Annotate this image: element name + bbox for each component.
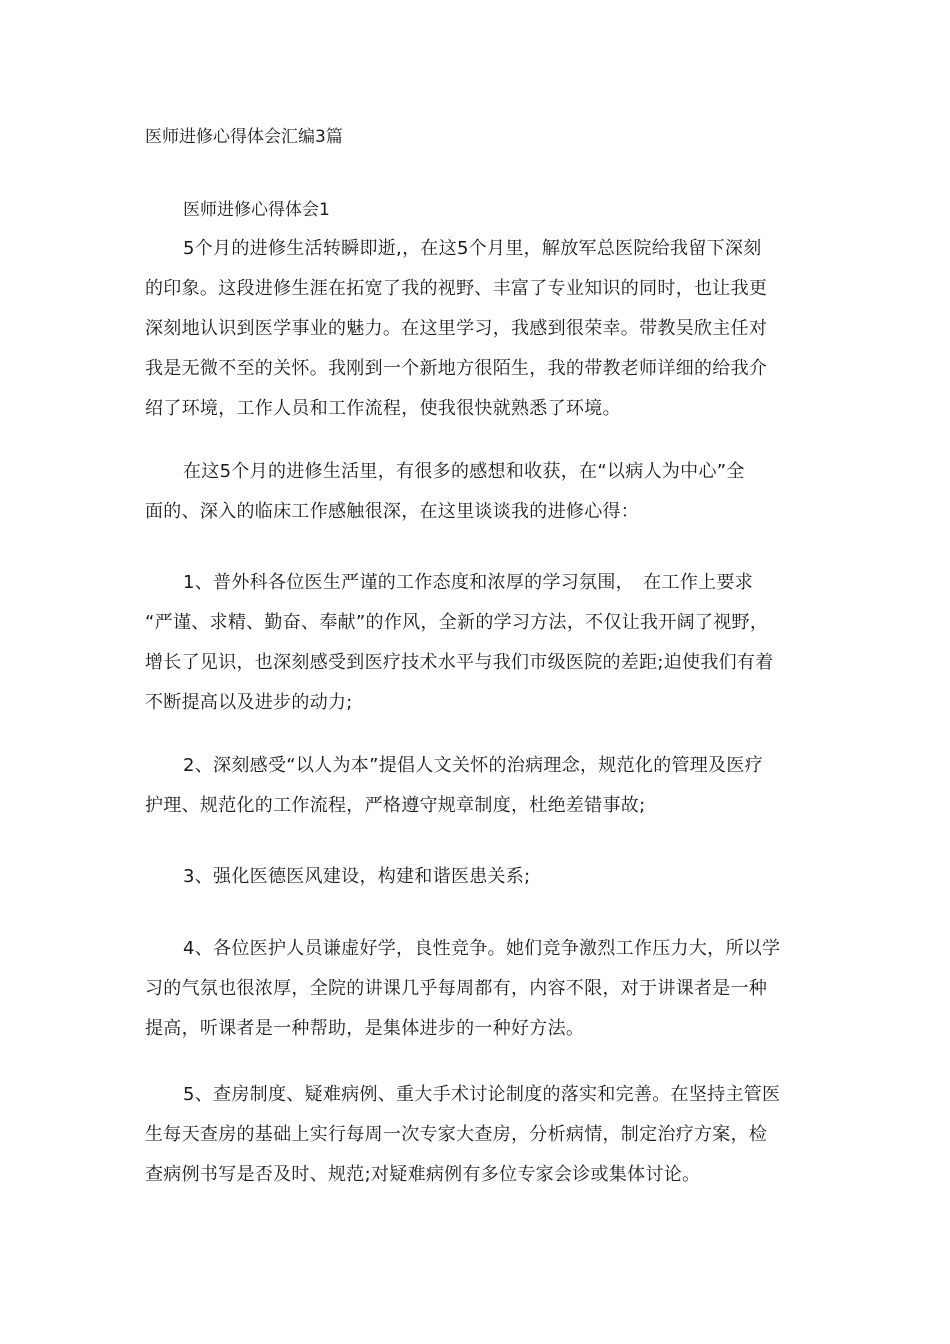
paragraph-2	[145, 452, 813, 532]
paragraph-7	[145, 1075, 813, 1195]
paragraph-line: 的印象。这段进修生涯在拓宽了我的视野、丰富了专业知识的同时，也让我更	[145, 278, 768, 299]
section-heading: 医师进修心得体会1	[183, 200, 330, 220]
paragraph-6	[145, 929, 813, 1049]
paragraph-line: 生每天查房的基础上实行每周一次专家大查房，分析病情，制定治疗方案，检	[145, 1124, 768, 1145]
paragraph-line: 绍了环境，工作人员和工作流程，使我很快就熟悉了环境。	[145, 398, 621, 419]
paragraph-line: 护理、规范化的工作流程，严格遵守规章制度，杜绝差错事故;	[145, 795, 646, 816]
paragraph-line: 在这5个月的进修生活里，有很多的感想和收获，在“以病人为中心”全	[183, 461, 745, 482]
paragraph-line: “严谨、求精、勤奋、奉献”的作风，全新的学习方法，不仅让我开阔了视野，	[145, 612, 769, 633]
paragraph-line: 面的、深入的临床工作感触很深，在这里谈谈我的进修心得：	[145, 501, 640, 522]
paragraph-5	[145, 857, 813, 897]
paragraph-line: 习的气氛也很浓厚，全院的讲课几乎每周都有，内容不限，对于讲课者是一种	[145, 978, 768, 999]
paragraph-line: 深刻地认识到医学事业的魅力。在这里学习，我感到很荣幸。带教吴欣主任对	[145, 318, 768, 339]
paragraph-4	[145, 746, 813, 826]
paragraph-line: 5个月的进修生活转瞬即逝,，在这5个月里，解放军总医院给我留下深刻	[183, 238, 762, 259]
paragraph-line: 查病例书写是否及时、规范;对疑难病例有多位专家会诊或集体讨论。	[145, 1164, 701, 1185]
paragraph-line: 2、深刻感受“以人为本”提倡人文关怀的治病理念，规范化的管理及医疗	[183, 755, 763, 776]
paragraph-3	[145, 563, 813, 723]
paragraph-line: 增长了见识，也深刻感受到医疗技术水平与我们市级医院的差距;迫使我们有着	[145, 652, 774, 673]
paragraph-line: 不断提高以及进步的动力;	[145, 692, 353, 713]
paragraph-line: 5、查房制度、疑难病例、重大手术讨论制度的落实和完善。在坚持主管医	[183, 1084, 781, 1105]
paragraph-line: 3、强化医德医风建设，构建和谐医患关系;	[183, 866, 531, 887]
paragraph-line: 我是无微不至的关怀。我刚到一个新地方很陌生，我的带教老师详细的给我介	[145, 358, 768, 379]
paragraph-line: 提高，听课者是一种帮助，是集体进步的一种好方法。	[145, 1018, 585, 1039]
paragraph-1	[145, 229, 813, 429]
document-title: 医师进修心得体会汇编3篇	[145, 127, 343, 147]
paragraph-line: 4、各位医护人员谦虚好学，良性竞争。她们竞争激烈工作压力大，所以学	[183, 938, 781, 959]
paragraph-line: 1、普外科各位医生严谨的工作态度和浓厚的学习氛围， 在工作上要求	[183, 572, 754, 593]
